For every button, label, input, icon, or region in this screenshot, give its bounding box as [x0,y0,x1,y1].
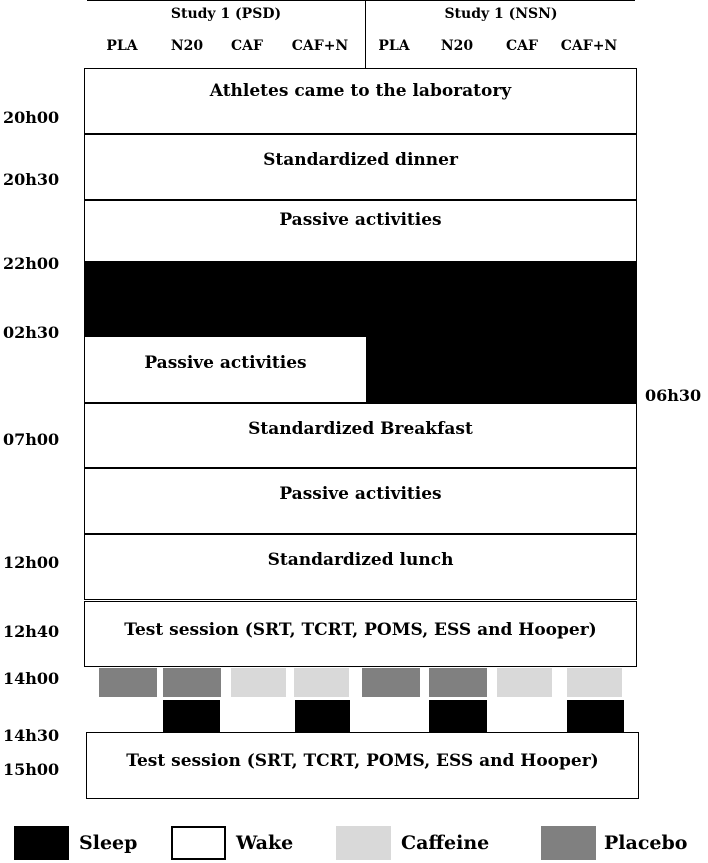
study-psd-title: Study 1 (PSD) [170,6,282,22]
condition-nsn-n20: N20 [440,38,474,54]
time-label-2200: 22h00 [3,254,60,273]
block-passive-evening: Passive activities [84,200,637,262]
treatment-caffeine-psd-cafn [294,668,349,697]
treatment-placebo-nsn-pla [362,668,420,697]
nap-sleep-psd-n20 [163,700,220,732]
condition-psd-n20: N20 [170,38,204,54]
legend-sleep-label: Sleep [79,832,138,854]
block-test-session-1: Test session (SRT, TCRT, POMS, ESS and Hooper) [84,601,637,667]
legend-wake-label: Wake [236,832,294,854]
legend-placebo-label: Placebo [604,832,688,854]
time-label-1240: 12h40 [3,622,60,641]
sleep-block-nsn [367,336,637,403]
condition-nsn-cafn: CAF+N [560,38,618,54]
block-test-session-2: Test session (SRT, TCRT, POMS, ESS and Hooper) [86,732,639,799]
study-nsn-title: Study 1 (NSN) [444,6,558,22]
header-top-line [87,0,635,1]
treatment-placebo-nsn-n20 [429,668,487,697]
time-label-2000: 20h00 [3,108,60,127]
time-label-1200: 12h00 [3,553,60,572]
time-label-0630: 06h30 [645,386,702,405]
block-lunch: Standardized lunch [84,534,637,600]
condition-psd-pla: PLA [106,38,138,54]
condition-psd-cafn: CAF+N [291,38,349,54]
treatment-caffeine-psd-caf [231,668,286,697]
legend-caffeine-swatch [336,826,391,860]
treatment-placebo-psd-pla [99,668,157,697]
condition-nsn-pla: PLA [378,38,410,54]
treatment-caffeine-nsn-cafn [567,668,622,697]
condition-nsn-caf: CAF [506,38,538,54]
block-arrival: Athletes came to the laboratory [84,68,637,134]
legend-sleep-swatch [14,826,69,860]
treatment-caffeine-nsn-caf [497,668,552,697]
block-dinner: Standardized dinner [84,134,637,200]
time-label-1400: 14h00 [3,669,60,688]
time-label-2030: 20h30 [3,170,60,189]
time-label-1430: 14h30 [3,726,60,745]
block-passive-psd: Passive activities [84,336,367,403]
time-label-1500: 15h00 [3,760,60,779]
nap-sleep-nsn-cafn [567,700,624,732]
time-label-0230: 02h30 [3,323,60,342]
condition-psd-caf: CAF [231,38,263,54]
block-passive-morning: Passive activities [84,468,637,534]
time-label-0700: 07h00 [3,430,60,449]
legend-placebo-swatch [541,826,596,860]
legend-wake-swatch [171,826,226,860]
legend-caffeine-label: Caffeine [401,832,490,854]
sleep-block-night [84,262,637,336]
nap-sleep-psd-cafn [295,700,350,732]
treatment-placebo-psd-n20 [163,668,221,697]
nap-sleep-nsn-n20 [429,700,487,732]
block-breakfast: Standardized Breakfast [84,403,637,468]
